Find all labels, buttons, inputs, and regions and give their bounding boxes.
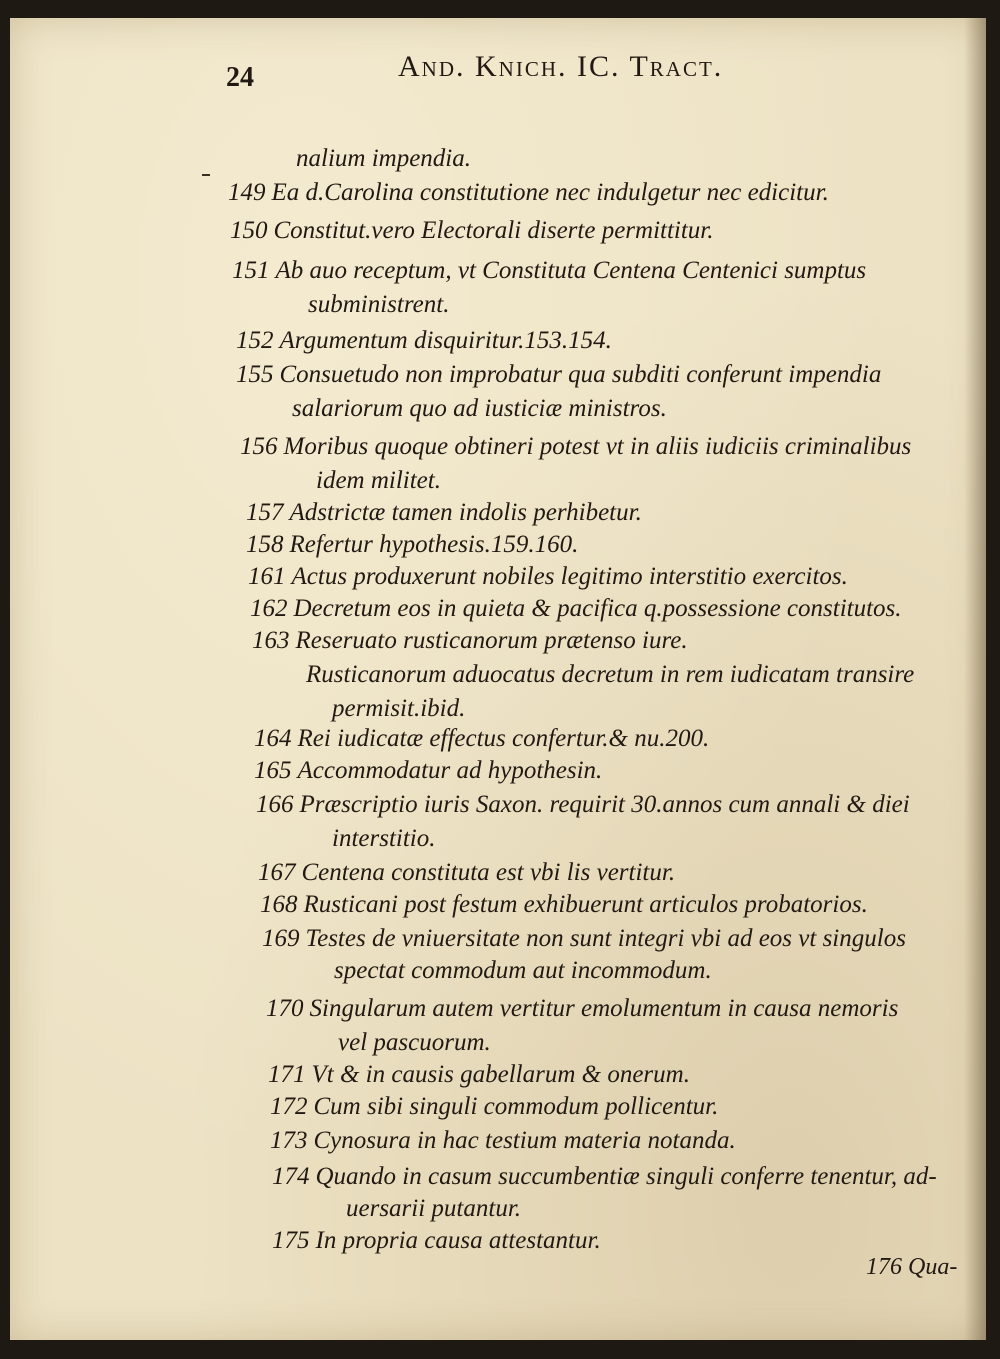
entry-line: 175 In propria causa attestantur.	[272, 1227, 601, 1254]
entry-line: 158 Refertur hypothesis.159.160.	[246, 531, 579, 558]
entry-line: 167 Centena constituta est vbi lis vertitur.	[258, 859, 676, 886]
entry-line: 169 Testes de vniuersitate non sunt integri vbi ad eos vt singulos	[262, 925, 906, 952]
catchword: 176 Qua-	[866, 1254, 958, 1280]
entry-line: 173 Cynosura in hac testium materia notanda.	[270, 1127, 736, 1154]
entry-line: 162 Decretum eos in quieta & pacifica q.possessione constitutos.	[250, 595, 902, 622]
entry-line: 170 Singularum autem vertitur emolumentum in causa nemoris	[266, 995, 899, 1022]
entry-line: Rusticanorum aduocatus decretum in rem iudicatam transire	[306, 661, 915, 688]
entry-line: 168 Rusticani post festum exhibuerunt articulos probatorios.	[260, 891, 868, 918]
entry-line: 150 Constitut.vero Electorali diserte permittitur.	[230, 217, 714, 244]
entry-line: spectat commodum aut incommodum.	[334, 957, 712, 984]
entry-line: 157 Adstrictæ tamen indolis perhibetur.	[246, 499, 642, 526]
entry-line: idem militet.	[316, 467, 441, 494]
entry-line: 171 Vt & in causis gabellarum & onerum.	[268, 1061, 690, 1088]
entry-line: 156 Moribus quoque obtineri potest vt in aliis iudiciis criminalibus	[240, 433, 912, 460]
entry-line: 166 Præscriptio iuris Saxon. requirit 30.annos cum annali & diei	[256, 791, 910, 818]
entry-line: uersarii putantur.	[346, 1195, 522, 1222]
entry-line: 161 Actus produxerunt nobiles legitimo interstitio exercitos.	[248, 563, 848, 590]
entry-line: 155 Consuetudo non improbatur qua subditi conferunt impendia	[236, 361, 882, 388]
entry-line: vel pascuorum.	[338, 1029, 491, 1056]
book-page	[10, 18, 986, 1340]
entry-line: 163 Reseruato rusticanorum prætenso iure.	[252, 627, 688, 654]
entry-line: 165 Accommodatur ad hypothesin.	[254, 757, 603, 784]
page-number: 24	[226, 62, 254, 93]
entry-line: interstitio.	[332, 825, 436, 852]
entry-line: 172 Cum sibi singuli commodum pollicentur.	[270, 1093, 719, 1120]
entry-line: 151 Ab auo receptum, vt Constituta Centena Centenici sumptus	[232, 257, 867, 284]
entry-line: 152 Argumentum disquiritur.153.154.	[236, 327, 612, 354]
index-entries	[10, 18, 986, 1340]
entry-line: 174 Quando in casum succumbentiæ singuli conferre tenentur, ad-	[272, 1163, 937, 1190]
running-head: And. Knich. IC. Tract.	[398, 50, 724, 83]
entry-line: subministrent.	[308, 291, 450, 318]
entry-line: 149 Ea d.Carolina constitutione nec indulgetur nec edicitur.	[228, 179, 829, 206]
entry-line: 164 Rei iudicatæ effectus confertur.& nu.200.	[254, 725, 710, 752]
entry-line: permisit.ibid.	[332, 695, 466, 722]
entry-line: salariorum quo ad iusticiæ ministros.	[292, 395, 667, 422]
entry-line: nalium impendia.	[296, 145, 471, 172]
